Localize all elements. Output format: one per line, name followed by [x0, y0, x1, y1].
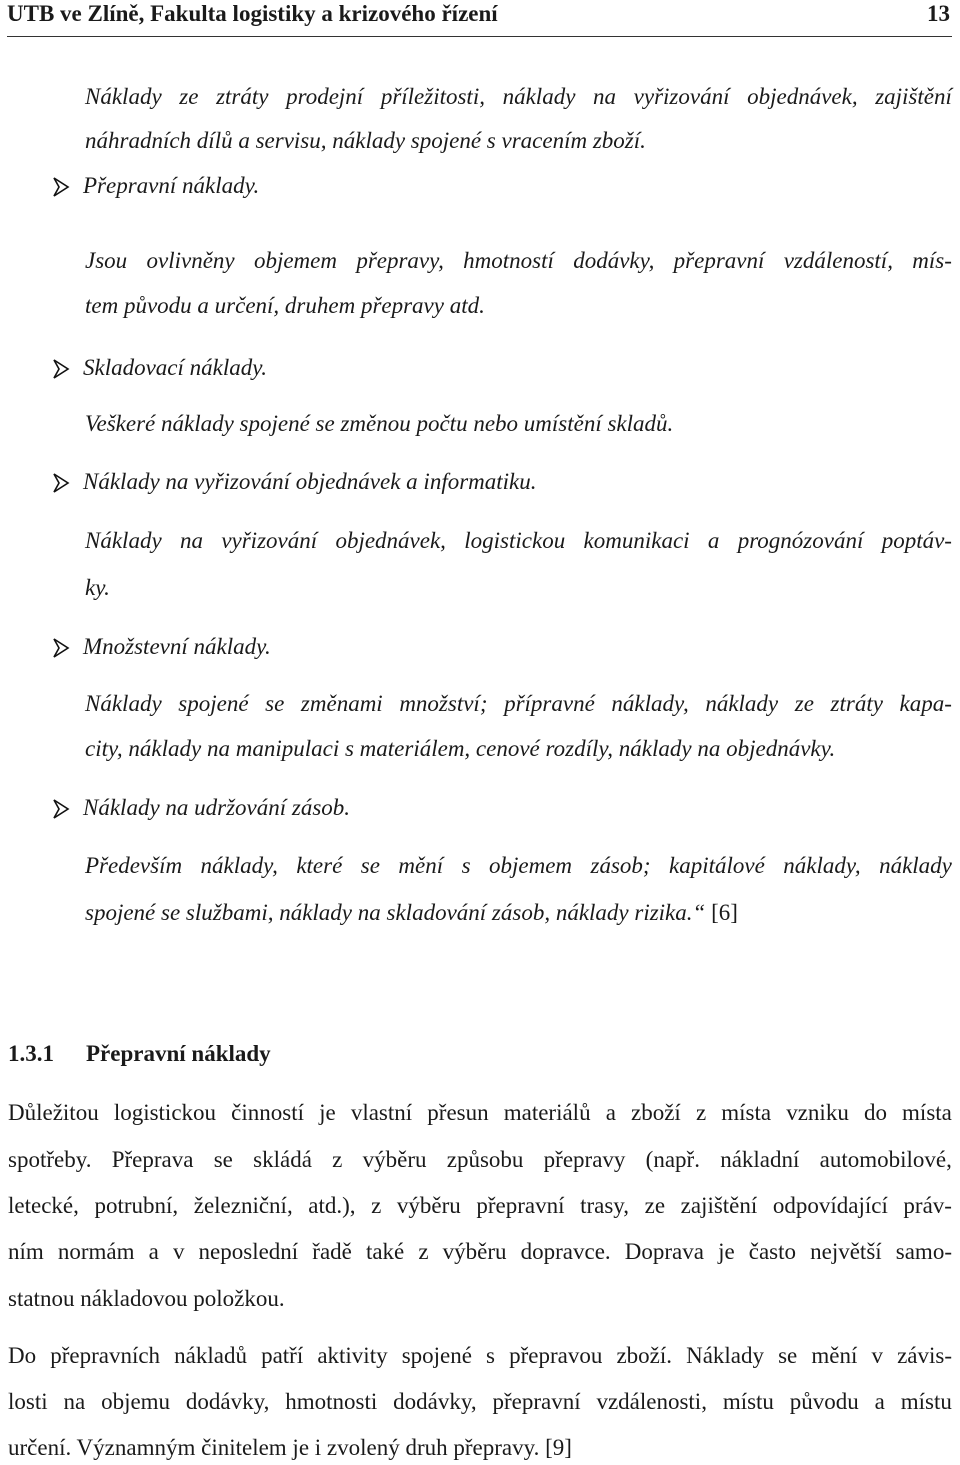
word: přepravních [50, 1343, 161, 1368]
bullet-text-line [85, 852, 952, 880]
word: a [605, 1100, 616, 1125]
paragraph-line [8, 1342, 952, 1370]
word: kapitálové [669, 853, 765, 878]
bullet-text-line: city, náklady na manipulaci s materiálem, cenové rozdíly, náklady na objednávky. [85, 736, 836, 761]
word: se [265, 691, 285, 716]
word: vlastní [350, 1100, 413, 1125]
word: práv- [903, 1193, 952, 1218]
paragraph-line [8, 1192, 952, 1220]
word: náklady, [611, 691, 689, 716]
word: na [179, 528, 203, 553]
word: mění [398, 853, 444, 878]
word: náklady [705, 691, 779, 716]
word: zajištění [875, 84, 952, 109]
word: ze [179, 84, 199, 109]
bullet-title: Skladovací náklady. [83, 355, 267, 380]
word: do [863, 1100, 887, 1125]
word: se [360, 853, 380, 878]
word: (např. [645, 1147, 700, 1172]
word: činností [231, 1100, 304, 1125]
word: losti [8, 1389, 48, 1414]
word: hmotnosti [285, 1389, 378, 1414]
word: nákladní [720, 1147, 800, 1172]
section-number: 1.3.1 [8, 1041, 54, 1066]
word: vyřizování [633, 84, 730, 109]
word: spojené [401, 1343, 472, 1368]
word: změnami [300, 691, 383, 716]
word: logistickou [464, 528, 566, 553]
word: vzniku [786, 1100, 849, 1125]
word: ze [644, 1193, 666, 1218]
word: neposlední [198, 1239, 299, 1264]
word: místa [902, 1100, 952, 1125]
word: na [593, 84, 617, 109]
paragraph-line: statnou nákladovou položkou. [8, 1286, 285, 1311]
word: vzdálenosti, [596, 1389, 707, 1414]
word: spojené [178, 691, 249, 716]
word: skládá [253, 1147, 312, 1172]
word: v [172, 1239, 185, 1264]
word: je [319, 1100, 336, 1125]
word: přepravní [492, 1389, 581, 1414]
word: automobilové, [819, 1147, 952, 1172]
word: Důležitou [8, 1100, 99, 1125]
bullet-title: Množstevní náklady. [83, 634, 271, 659]
word: je [718, 1239, 735, 1264]
word: zboží. [616, 1343, 672, 1368]
bullet-text-line [85, 690, 952, 718]
word: přepravy, [356, 248, 444, 273]
bullet-text-line: tem původu a určení, druhem přepravy atd. [85, 293, 485, 318]
word: nákladů [174, 1343, 247, 1368]
word: zásob; [590, 853, 651, 878]
word: komunikaci [583, 528, 690, 553]
paragraph-line [8, 1099, 952, 1127]
paragraph-line [8, 1238, 952, 1266]
word: přepravy [543, 1147, 626, 1172]
word: se [778, 1343, 798, 1368]
word: ztráty [216, 84, 269, 109]
page-number: 13 [927, 1, 950, 26]
bullet-text-line [85, 247, 952, 275]
paragraph-line [8, 1388, 952, 1416]
page-header [7, 0, 952, 37]
word: příležitosti, [380, 84, 485, 109]
bullet-title: Náklady na udržování zásob. [83, 795, 351, 820]
word: z [418, 1239, 429, 1264]
word: závis- [897, 1343, 952, 1368]
word: náklady, [783, 853, 861, 878]
paragraph-line: určení. Významným činitelem je i zvolený druh přepravy. [9] [8, 1435, 572, 1460]
word: Přeprava [111, 1147, 194, 1172]
word: přípravné [504, 691, 595, 716]
word: kapa- [899, 691, 952, 716]
word: ním [8, 1239, 44, 1264]
word: objednávek, [747, 84, 858, 109]
word: Náklady [85, 691, 162, 716]
section-title: Přepravní náklady [86, 1041, 271, 1066]
word: výběru [396, 1193, 461, 1218]
word: které [296, 853, 343, 878]
bullet-text-line: Veškeré náklady spojené se změnou počtu nebo umístění skladů. [85, 411, 674, 436]
arrow-bullet-icon [52, 637, 70, 659]
paragraph-line [8, 1146, 952, 1174]
word: potrubní, [94, 1193, 179, 1218]
word: Především [85, 853, 183, 878]
word: s [486, 1343, 495, 1368]
word: materiálů [503, 1100, 591, 1125]
word: samo- [895, 1239, 952, 1264]
word: výběru [362, 1147, 427, 1172]
word: ovlivněny [146, 248, 235, 273]
word: objednávek, [335, 528, 446, 553]
word: Náklady [686, 1343, 765, 1368]
header-title: UTB ve Zlíně, Fakulta logistiky a krizového řízení [7, 1, 498, 26]
arrow-bullet-icon [52, 472, 70, 494]
bullet-text-line [85, 527, 952, 555]
word: Doprava [624, 1239, 704, 1264]
word: objemem [489, 853, 573, 878]
word: původu [789, 1389, 859, 1414]
word: trasy, [580, 1193, 630, 1218]
word: místu [900, 1389, 952, 1414]
word: poptáv- [881, 528, 952, 553]
arrow-bullet-icon [52, 176, 70, 198]
word: se [213, 1147, 233, 1172]
arrow-bullet-icon [52, 358, 70, 380]
word: vyřizování [221, 528, 318, 553]
citation: [6] [711, 900, 738, 925]
word: železniční, [193, 1193, 293, 1218]
word: přepravní [673, 248, 765, 273]
bullet-title: Přepravní náklady. [83, 173, 260, 198]
word: prodejní [286, 84, 364, 109]
bullet-title: Náklady na vyřizování objednávek a informatiku. [83, 469, 537, 494]
word: Náklady [85, 528, 162, 553]
bullet-text-line: spojené se službami, náklady na skladování zásob, náklady rizika.“ [6] [85, 900, 738, 925]
word: dopravce. [520, 1239, 611, 1264]
word: logistickou [113, 1100, 217, 1125]
word: odpovídající [772, 1193, 888, 1218]
word: mění [811, 1343, 858, 1368]
word: vzdáleností, [783, 248, 893, 273]
word: zajištění [680, 1193, 758, 1218]
word: Jsou [85, 248, 128, 273]
word: s [461, 853, 471, 878]
word: mís- [912, 248, 952, 273]
word: na [63, 1389, 86, 1414]
word: aktivity [317, 1343, 388, 1368]
word: přesun [427, 1100, 489, 1125]
word: často [748, 1239, 797, 1264]
word: z [332, 1147, 343, 1172]
word: v [871, 1343, 883, 1368]
word: dodávky, [393, 1389, 477, 1414]
word: náklady [879, 853, 952, 878]
word: také [365, 1239, 405, 1264]
word: místa [721, 1100, 772, 1125]
word: Náklady [85, 84, 162, 109]
word: přepravou [509, 1343, 603, 1368]
word: místu [722, 1389, 774, 1414]
word: množství; [399, 691, 488, 716]
word: a [148, 1239, 159, 1264]
word: atd.), [308, 1193, 356, 1218]
intro-line-2: náhradních dílů a servisu, náklady spojené s vracením zboží. [85, 128, 646, 153]
word: normám [57, 1239, 135, 1264]
bullet-text-line: ky. [85, 575, 110, 600]
word: ztráty [830, 691, 883, 716]
word: dodávky, [185, 1389, 270, 1414]
word: z [695, 1100, 707, 1125]
word: přepravní [476, 1193, 565, 1218]
word: největší [810, 1239, 882, 1264]
word: dodávky, [573, 248, 655, 273]
word: ze [794, 691, 814, 716]
word: náklady, [200, 853, 278, 878]
word: spotřeby. [8, 1147, 92, 1172]
word: řadě [312, 1239, 352, 1264]
word: a [874, 1389, 885, 1414]
word: prognózování [737, 528, 864, 553]
word: objemem [253, 248, 337, 273]
word: hmotností [463, 248, 554, 273]
intro-line-1 [85, 83, 952, 111]
word: výběru [442, 1239, 507, 1264]
word: zboží [631, 1100, 681, 1125]
section-heading [8, 1041, 271, 1067]
word: Do [8, 1343, 37, 1368]
word: letecké, [8, 1193, 79, 1218]
word: patří [261, 1343, 304, 1368]
word: náklady [502, 84, 576, 109]
word: způsobu [446, 1147, 524, 1172]
arrow-bullet-icon [52, 798, 70, 820]
word: a [707, 528, 720, 553]
word: z [371, 1193, 382, 1218]
word: objemu [101, 1389, 171, 1414]
